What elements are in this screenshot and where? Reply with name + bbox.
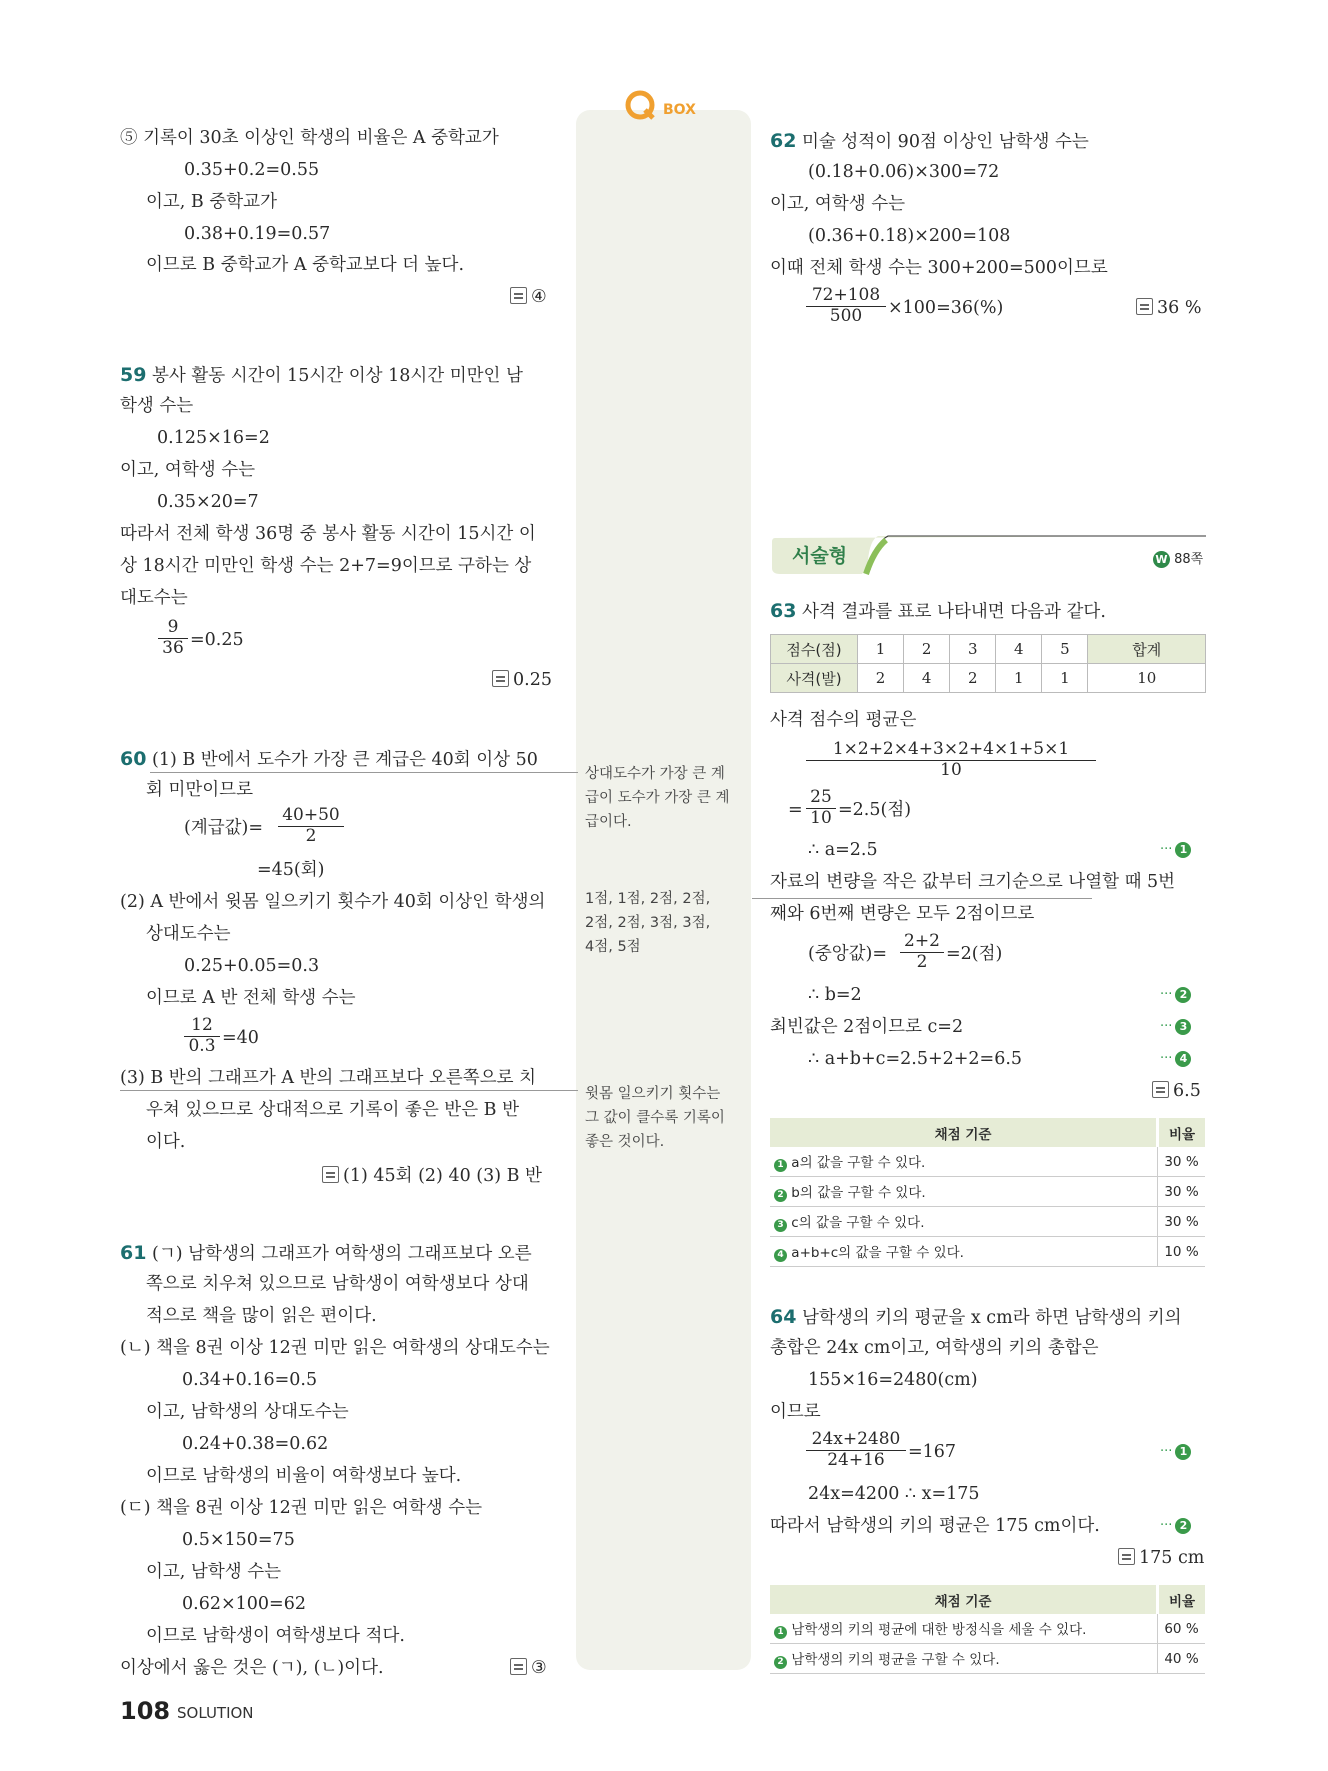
- p63-criteria-table: [770, 1118, 1205, 1267]
- p63-fraction3: $\frac{2+2}{2}$: [900, 932, 944, 972]
- p63-line6: (중앙값)=: [808, 944, 888, 964]
- p59-line1: 59 봉사 활동 시간이 15시간 이상 18시간 미만인 남: [120, 364, 523, 386]
- answer-icon: [322, 1166, 339, 1183]
- p61-line1: 61 (ㄱ) 남학생의 그래프가 여학생의 그래프보다 오른: [120, 1242, 532, 1264]
- p63-line9: ∴ a+b+c=2.5+2+2=6.5: [808, 1049, 1023, 1069]
- p63-line1: 63 사격 결과를 표로 나타내면 다음과 같다.: [770, 600, 1106, 622]
- answer-icon: [1136, 298, 1153, 315]
- p64-line2: 총합은 24x cm이고, 여학생의 키의 총합은: [770, 1338, 1099, 1358]
- p60-line2: 회 미만이므로: [146, 780, 253, 800]
- p61-line10: 0.5×150=75: [182, 1530, 295, 1550]
- p60-line6: 상대도수는: [146, 924, 231, 944]
- p60-line3: (계급값)=: [184, 818, 264, 838]
- p61-line2: 쪽으로 치우쳐 있으므로 남학생이 여학생보다 상대: [146, 1274, 529, 1294]
- criteria-header: 채점 기준 비율: [770, 1118, 1205, 1147]
- p61-line7: 0.24+0.38=0.62: [182, 1434, 329, 1454]
- p58-answer: ④: [510, 287, 547, 307]
- p63-eq: =: [788, 800, 803, 820]
- section-title: 서술형: [792, 545, 848, 567]
- p59-result: =0.25: [190, 630, 244, 650]
- p58-line1: ⑤ 기록이 30초 이상인 학생의 비율은 A 중학교가: [120, 128, 499, 148]
- p61-line6: 이고, 남학생의 상대도수는: [146, 1402, 349, 1422]
- answer-icon: [510, 287, 527, 304]
- p64-result: =167: [908, 1442, 957, 1462]
- p58-line3: 이고, B 중학교가: [146, 192, 277, 212]
- answer-icon: [510, 1658, 527, 1675]
- criteria-row: 1 a의 값을 구할 수 있다. 30 %: [770, 1147, 1205, 1177]
- p60-fraction: $\frac{40+50}{2}$: [278, 806, 344, 846]
- p60-line10: 우쳐 있으므로 상대적으로 기록이 좋은 반은 B 반: [146, 1100, 519, 1120]
- p61-line9: (ㄷ) 책을 8권 이상 12권 미만 읽은 여학생 수는: [120, 1498, 483, 1518]
- p59-line3: 0.125×16=2: [157, 428, 270, 448]
- note-60-3: 윗몸 일으키기 횟수는 그 값이 클수록 기록이 좋은 것이다.: [585, 1086, 725, 1150]
- p63-line8: 최빈값은 2점이므로 c=2: [770, 1017, 964, 1037]
- workbook-icon: W: [1153, 551, 1170, 568]
- p58-line2: 0.35+0.2=0.55: [184, 160, 320, 180]
- p62-fraction: $\frac{72+108}{500}$: [806, 286, 886, 326]
- score-table-row-shots: 사격(발) 2 4 2 1 1 10: [771, 664, 1206, 693]
- p63-line5: 째와 6번째 변량은 모두 2점이므로: [770, 904, 1035, 924]
- p64-line6: 따라서 남학생의 키의 평균은 175 cm이다.: [770, 1516, 1100, 1536]
- criteria-row: 2 남학생의 키의 평균을 구할 수 있다. 40 %: [770, 1644, 1205, 1674]
- p61-line11: 이고, 남학생 수는: [146, 1562, 282, 1582]
- page-number: 108: [120, 1697, 171, 1725]
- p58-line4: 0.38+0.19=0.57: [184, 224, 331, 244]
- p60-answer: (1) 45회 (2) 40 (3) B 반: [322, 1162, 542, 1187]
- step-marker-1: ··· 1: [1160, 842, 1191, 858]
- criteria-header: 채점 기준 비율: [770, 1585, 1205, 1614]
- step-marker-3: ··· 3: [1160, 1019, 1191, 1035]
- p60-line1: 60 (1) B 반에서 도수가 가장 큰 계급은 40회 이상 50: [120, 748, 538, 770]
- p62-line1: 62 미술 성적이 90점 이상인 남학생 수는: [770, 130, 1089, 152]
- p61-line13: 이므로 남학생이 여학생보다 적다.: [146, 1626, 405, 1646]
- p63-answer: 6.5: [1152, 1081, 1201, 1101]
- p60-line4: =45(회): [257, 860, 325, 880]
- score-table: [770, 634, 1206, 693]
- p62-answer: 36 %: [1136, 298, 1201, 318]
- p63-result3: =2(점): [946, 944, 1003, 964]
- p61-line14: 이상에서 옳은 것은 (ㄱ), (ㄴ)이다.: [120, 1658, 384, 1678]
- qbox-label: BOX: [663, 102, 696, 118]
- footer-label: SOLUTION: [177, 1704, 254, 1722]
- step-marker-2: ··· 2: [1160, 1518, 1191, 1534]
- p64-line1: 64 남학생의 키의 평균을 x cm라 하면 남학생의 키의: [770, 1306, 1182, 1328]
- p59-line6: 따라서 전체 학생 36명 중 봉사 활동 시간이 15시간 이: [120, 524, 536, 544]
- p64-fraction: $\frac{24x+2480}{24+16}$: [806, 1430, 906, 1470]
- p60-line9: (3) B 반의 그래프가 A 반의 그래프보다 오른쪽으로 치: [120, 1068, 536, 1088]
- note-60-2: 1점, 1점, 2점, 2점, 2점, 2점, 3점, 3점, 4점, 5점: [585, 891, 711, 955]
- p63-result2: =2.5(점): [838, 800, 912, 820]
- connector-line: [752, 898, 1092, 899]
- p63-line4: 자료의 변량을 작은 값부터 크기순으로 나열할 때 5번: [770, 872, 1176, 892]
- p63-line3: ∴ a=2.5: [808, 840, 878, 860]
- p62-result: ×100=36(%): [888, 298, 1004, 318]
- p61-line8: 이므로 남학생의 비율이 여학생보다 높다.: [146, 1466, 462, 1486]
- p59-line2: 학생 수는: [120, 396, 194, 416]
- step-marker-4: ··· 4: [1160, 1051, 1191, 1067]
- p62-line2: (0.18+0.06)×300=72: [808, 162, 1000, 182]
- p61-line3: 적으로 책을 많이 읽은 편이다.: [146, 1306, 377, 1326]
- p62-line5: 이때 전체 학생 수는 300+200=500이므로: [770, 258, 1108, 278]
- p63-fraction: $\frac{1\times 2+2\times 4+3\times 2+4\times 1+5\times 1}{10}$: [806, 740, 1096, 780]
- p59-answer: 0.25: [492, 670, 552, 690]
- criteria-row: 4 a+b+c의 값을 구할 수 있다. 10 %: [770, 1237, 1205, 1267]
- p60-fraction2: $\frac{12}{0.3}$: [184, 1016, 220, 1056]
- p64-criteria-table: [770, 1585, 1205, 1674]
- p58-line5: 이므로 B 중학교가 A 중학교보다 더 높다.: [146, 255, 465, 275]
- step-marker-2: ··· 2: [1160, 987, 1191, 1003]
- criteria-row: 1 남학생의 키의 평균에 대한 방정식을 세울 수 있다. 60 %: [770, 1614, 1205, 1644]
- connector-line: [120, 1090, 578, 1091]
- answer-icon: [1118, 1548, 1135, 1565]
- p63-fraction2: $\frac{25}{10}$: [806, 788, 836, 828]
- p64-line5: 24x=4200 ∴ x=175: [808, 1484, 980, 1504]
- p61-line12: 0.62×100=62: [182, 1594, 306, 1614]
- p60-line11: 이다.: [146, 1132, 186, 1152]
- p64-line4: 이므로: [770, 1402, 821, 1422]
- answer-icon: [1152, 1081, 1169, 1098]
- p60-result2: =40: [222, 1028, 259, 1048]
- p59-line8: 대도수는: [120, 588, 188, 608]
- p61-answer: ③: [510, 1658, 547, 1678]
- p63-line2: 사격 점수의 평균은: [770, 710, 917, 730]
- section-header: [770, 530, 1206, 580]
- workbook-ref: W 88쪽: [1153, 548, 1203, 568]
- p59-line4: 이고, 여학생 수는: [120, 460, 256, 480]
- p63-line7: ∴ b=2: [808, 985, 862, 1005]
- p59-line7: 상 18시간 미만인 학생 수는 2+7=9이므로 구하는 상: [120, 556, 532, 576]
- p62-line3: 이고, 여학생 수는: [770, 194, 906, 214]
- answer-icon: [492, 670, 509, 687]
- p64-answer: 175 cm: [1118, 1548, 1204, 1568]
- note-60-1: 상대도수가 가장 큰 계 급이 도수가 가장 큰 계 급이다.: [585, 766, 730, 830]
- p59-fraction: $\frac{9}{36}$: [158, 618, 188, 658]
- criteria-row: 2 b의 값을 구할 수 있다. 30 %: [770, 1177, 1205, 1207]
- p60-line8: 이므로 A 반 전체 학생 수는: [146, 988, 356, 1008]
- connector-line: [150, 772, 578, 773]
- p60-line5: (2) A 반에서 윗몸 일으키기 횟수가 40회 이상인 학생의: [120, 892, 546, 912]
- p61-line5: 0.34+0.16=0.5: [182, 1370, 318, 1390]
- p62-line4: (0.36+0.18)×200=108: [808, 226, 1011, 246]
- criteria-row: 3 c의 값을 구할 수 있다. 30 %: [770, 1207, 1205, 1237]
- p61-line4: (ㄴ) 책을 8권 이상 12권 미만 읽은 여학생의 상대도수는: [120, 1338, 550, 1358]
- qbox-logo: [625, 88, 705, 124]
- score-table-row-score: 점수(점) 1 2 3 4 5 합계: [771, 635, 1206, 664]
- p59-line5: 0.35×20=7: [157, 492, 259, 512]
- p60-line7: 0.25+0.05=0.3: [184, 956, 320, 976]
- step-marker-1: ··· 1: [1160, 1444, 1191, 1460]
- p64-line3: 155×16=2480(cm): [808, 1370, 978, 1390]
